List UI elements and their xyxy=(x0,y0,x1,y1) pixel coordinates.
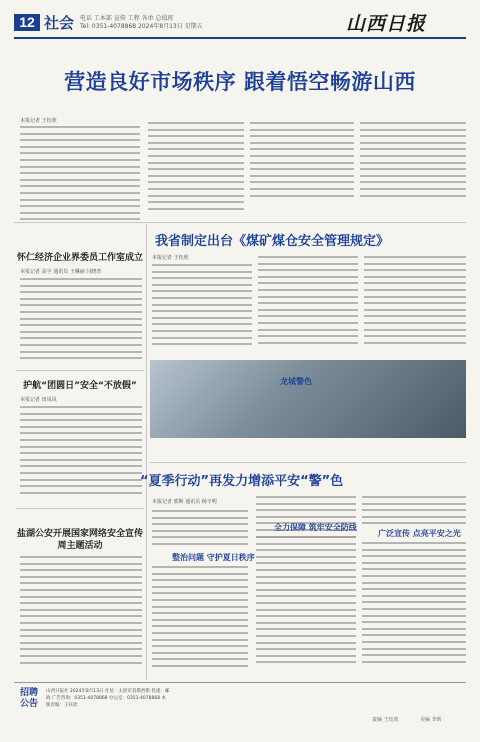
main-byline: 本报记者 王钰欣 xyxy=(20,118,57,124)
column-divider xyxy=(146,224,147,680)
left-article-title-1: 怀仁经济企业界委员工作室成立 xyxy=(16,253,143,263)
summer-article-headline: “夏季行动”再发力增添平安“警”色 xyxy=(140,474,344,489)
summer-article-byline: 本报记者 邢斯 通讯员 杨辛明 xyxy=(152,499,217,505)
divider xyxy=(14,222,466,223)
image-caption: 龙城警色 xyxy=(280,377,312,386)
ad-text: 山西日报社 2024年8月13日 社址：太原市双塔西街 投递：邮政 广告咨询：0351-4078868 办公室：0351-4078868 本版责编：王钰欣 xyxy=(46,689,170,708)
summer-subhead-1: 整治问题 守护夏日秩序 xyxy=(172,553,255,562)
header-rule xyxy=(14,37,466,39)
left-article-body-1 xyxy=(20,278,142,366)
page-number: 12 xyxy=(14,14,40,31)
left-article-byline-2: 本报记者 田凤凤 xyxy=(20,397,57,403)
coal-article-body-col3 xyxy=(364,256,466,358)
header-info-line2: Tel: 0351-4078868 2024年8月13日 星期五 xyxy=(80,23,203,30)
coal-article-body-col1 xyxy=(152,264,252,358)
editor-credit-2: 美编 李昕 xyxy=(420,717,442,723)
main-article-body-col3 xyxy=(250,122,354,222)
summer-subhead-2: 全力保障 筑牢安全防线 xyxy=(274,523,357,532)
divider xyxy=(16,370,144,371)
ad-label: 招聘公告 xyxy=(19,688,38,709)
police-banner-image xyxy=(150,360,466,438)
coal-article-headline: 我省制定出台《煤矿煤仓安全管理规定》 xyxy=(155,234,390,249)
left-article-body-2 xyxy=(20,406,142,506)
left-article-title-2: 护航“团圆日”安全“不放假” xyxy=(23,381,137,391)
divider xyxy=(150,462,466,463)
summer-article-body-col1a xyxy=(152,510,248,550)
editor-credit-1: 责编 王钰欣 xyxy=(372,717,399,723)
summer-article-body-col2b xyxy=(256,536,356,678)
left-article-byline-1: 本报记者 高宇 通讯员 王琳丽 闫晓青 xyxy=(20,269,102,275)
main-headline: 营造良好市场秩序 跟着悟空畅游山西 xyxy=(64,70,416,94)
coal-article-byline: 本报记者 王钰欣 xyxy=(152,255,189,261)
left-article-title-3: 盐湖公安开展国家网络安全宣传周主题活动 xyxy=(16,529,143,551)
summer-article-body-col1b xyxy=(152,566,248,678)
newspaper-logo: 山西日报 xyxy=(346,13,427,35)
summer-article-body-col3b xyxy=(362,542,466,678)
main-article-body-col2 xyxy=(148,122,244,222)
summer-article-body-col3a xyxy=(362,496,466,530)
main-article-body-col1 xyxy=(20,126,140,224)
header-info-line1: 电话 工本部 宣传 工程 各单 总值班 xyxy=(80,15,174,22)
page-header xyxy=(0,0,480,36)
main-article-body-col4 xyxy=(360,122,466,222)
divider xyxy=(16,508,144,509)
section-title: 社会 xyxy=(44,14,75,32)
coal-article-body-col2 xyxy=(258,256,358,358)
left-article-body-3 xyxy=(20,556,142,674)
summer-subhead-3: 广泛宣传 点亮平安之光 xyxy=(378,529,461,538)
